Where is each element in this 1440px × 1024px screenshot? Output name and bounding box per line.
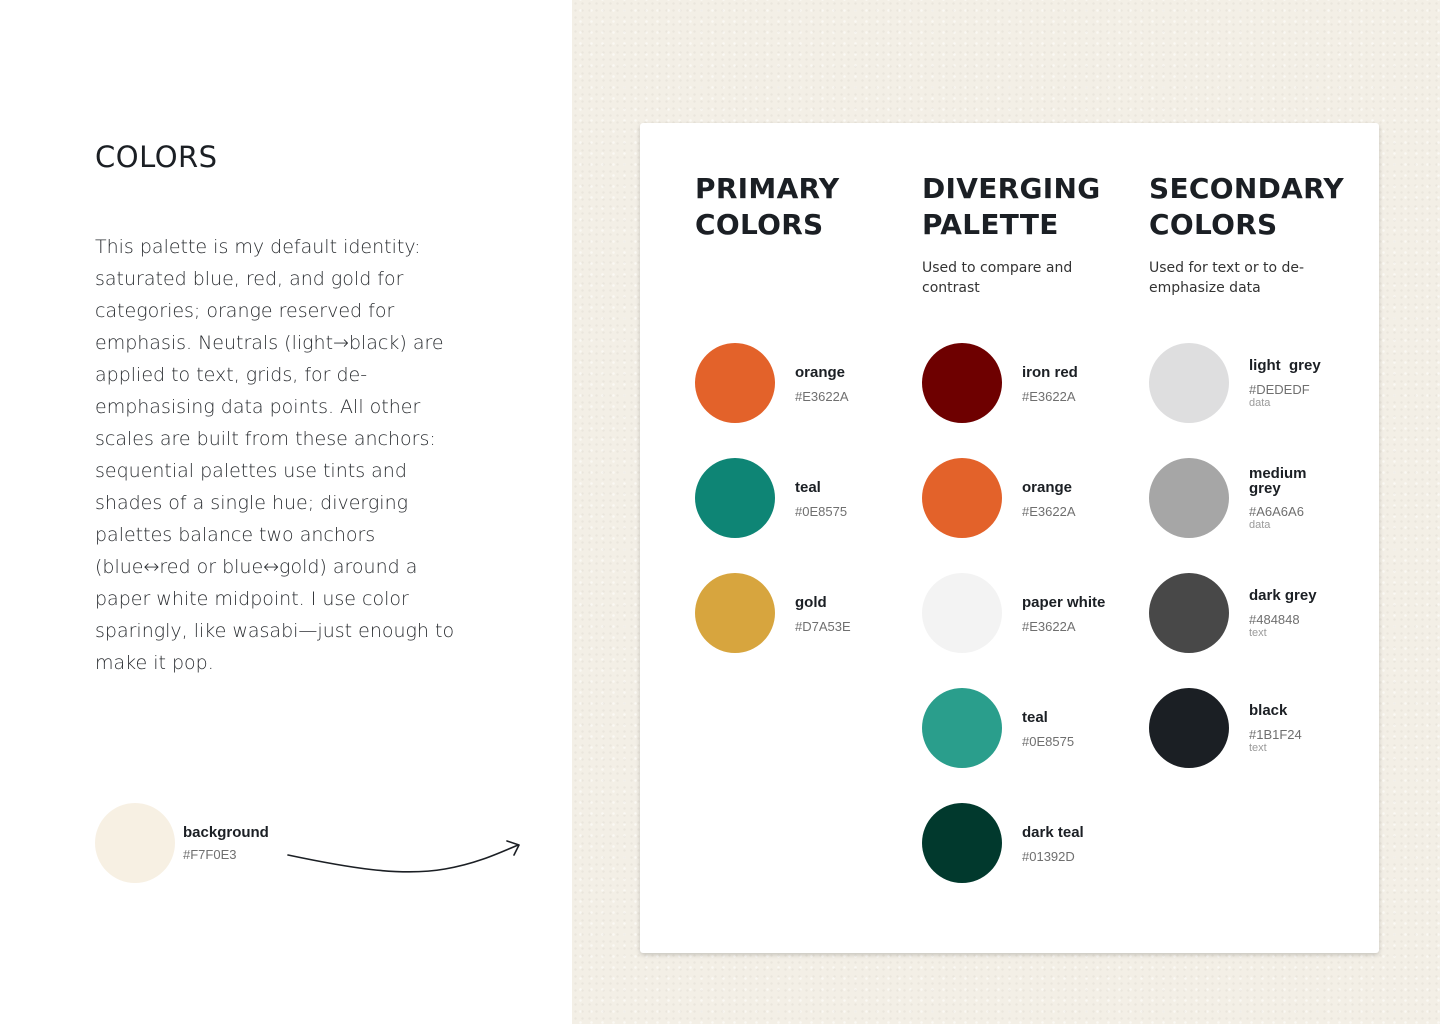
swatch-name: orange [1022,479,1073,496]
swatch-diverging-paper-white [922,573,1002,653]
background-hex: #F7F0E3 [183,847,237,862]
swatch-primary-orange [695,343,775,423]
curved-arrow-icon [285,835,525,885]
secondary-colors-subtitle: Used for text or to de-emphasize data [1149,260,1305,296]
swatch-name: black [1249,702,1288,719]
swatch-hex: #E3622A [1022,389,1076,404]
swatch-hex: #E3622A [795,389,849,404]
swatch-name: light grey [1249,357,1321,374]
swatch-name: paper white [1022,594,1106,611]
swatch-name: dark grey [1249,587,1317,604]
swatch-primary-teal [695,458,775,538]
swatch-secondary-medium-grey [1149,458,1229,538]
textured-backdrop [572,0,1440,1024]
swatch-name: teal [1022,709,1048,726]
swatch-usage: data [1249,519,1271,531]
left-panel [0,0,572,1024]
palette-description: This palette is my default identity: saturated blue, red, and gold for categories; orange reserved for emphasis. Neutrals (light→black) are applied to text, grids, for de-emphasising data points. All other scales are built from these anchors: sequential palettes use tints and shades of a single hue; diverging palettes balance two anchors (blue↔red or blue↔gold) around a paper white midpoint. I use color sparingly, like wasabi—just enough to make it pop. [95,236,455,674]
secondary-colors-title: SECONDARY COLORS [1149,172,1344,241]
swatch-hex: #E3622A [1022,619,1076,634]
swatch-diverging-dark-teal [922,803,1002,883]
swatch-primary-gold [695,573,775,653]
swatch-hex: #0E8575 [1022,734,1075,749]
swatch-hex: #1B1F24 [1249,727,1302,742]
swatch-hex: #A6A6A6 [1249,504,1304,519]
background-swatch [95,803,175,883]
swatch-usage: text [1249,627,1267,639]
swatch-diverging-teal [922,688,1002,768]
swatch-usage: data [1249,397,1271,409]
primary-colors-title: PRIMARY COLORS [695,172,840,241]
swatch-name: medium grey [1249,465,1307,497]
swatch-usage: text [1249,742,1267,754]
swatch-hex: #D7A53E [795,619,851,634]
swatch-name: orange [795,364,846,381]
swatch-secondary-black [1149,688,1229,768]
diverging-palette-title: DIVERGING PALETTE [922,172,1101,241]
swatch-diverging-orange [922,458,1002,538]
swatch-name: dark teal [1022,824,1084,841]
background-name: background [183,824,269,841]
swatch-name: iron red [1022,364,1078,381]
swatch-diverging-iron-red [922,343,1002,423]
swatch-secondary-dark-grey [1149,573,1229,653]
swatch-hex: #01392D [1022,849,1075,864]
swatch-hex: #484848 [1249,612,1300,627]
diverging-palette-subtitle: Used to compare and contrast [922,260,1073,296]
swatch-name: teal [795,479,821,496]
palette-card [640,123,1379,953]
swatch-name: gold [795,594,827,611]
swatch-hex: #DEDEDF [1249,382,1310,397]
page-title: COLORS [95,140,218,174]
swatch-secondary-light-grey [1149,343,1229,423]
swatch-hex: #E3622A [1022,504,1076,519]
swatch-hex: #0E8575 [795,504,848,519]
